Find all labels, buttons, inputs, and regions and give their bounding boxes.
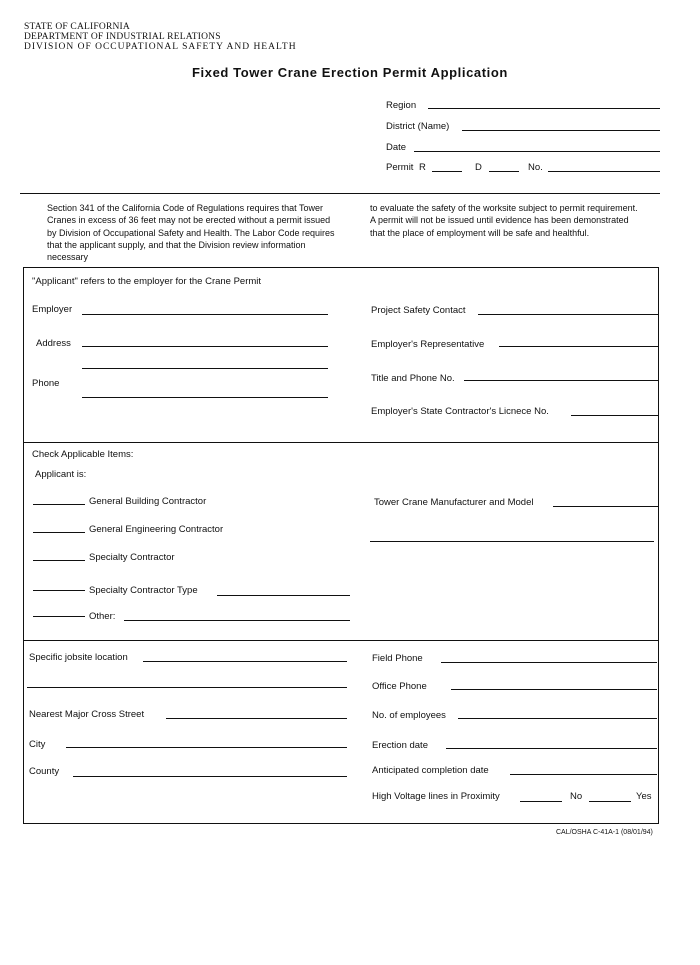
other-label: Other:	[89, 611, 116, 622]
permit-label: Permit	[386, 162, 414, 173]
permit-r-label: R	[419, 162, 426, 173]
specialty-type-label: Specialty Contractor Type	[89, 585, 198, 596]
permit-d-label: D	[475, 162, 482, 173]
field-phone-label: Field Phone	[372, 653, 423, 664]
permit-d-field[interactable]	[489, 171, 519, 172]
license-label: Employer's State Contractor's Licnece No.	[371, 406, 549, 417]
manufacturer-field-2[interactable]	[370, 541, 654, 542]
city-field[interactable]	[66, 747, 347, 748]
address-field-2[interactable]	[82, 368, 328, 369]
engineering-contractor-check[interactable]	[33, 532, 85, 533]
manufacturer-label: Tower Crane Manufacturer and Model	[374, 497, 534, 508]
title-phone-label: Title and Phone No.	[371, 373, 455, 384]
applicant-note: "Applicant" refers to the employer for the Crane Permit	[32, 276, 262, 287]
field-phone-field[interactable]	[441, 662, 657, 663]
division-line: DIVISION OF OCCUPATIONAL SAFETY AND HEALTH	[24, 42, 297, 52]
cross-street-field[interactable]	[166, 718, 347, 719]
department-line: DEPARTMENT OF INDUSTRIAL RELATIONS	[24, 32, 221, 42]
agency-header	[24, 22, 297, 52]
high-voltage-label: High Voltage lines in Proximity	[372, 791, 500, 802]
intro-left-text: Section 341 of the California Code of Regulations requires that Tower Cranes in excess of 36 feet may not be erected without a permit issued by Division of Occupational Safety and Health. The Labor Code requires that the applicant supply, and that the Division review information necessary	[47, 203, 335, 263]
region-field[interactable]	[428, 108, 660, 109]
building-contractor-check[interactable]	[33, 504, 85, 505]
office-phone-field[interactable]	[451, 689, 657, 690]
cross-street-label: Nearest Major Cross Street	[29, 709, 145, 720]
specialty-contractor-check[interactable]	[33, 560, 85, 561]
check-heading: Check Applicable Items:	[32, 449, 134, 460]
address-field-1[interactable]	[82, 346, 328, 347]
high-voltage-yes-field[interactable]	[589, 801, 631, 802]
specialty-contractor-label: Specialty Contractor	[89, 552, 175, 563]
jobsite-label: Specific jobsite location	[29, 652, 128, 663]
section-divider-2	[23, 640, 658, 641]
employees-label: No. of employees	[372, 710, 446, 721]
county-label: County	[29, 766, 60, 777]
region-label: Region	[386, 100, 417, 111]
form-title: Fixed Tower Crane Erection Permit Application	[192, 65, 508, 80]
state-line: STATE OF CALIFORNIA	[24, 22, 130, 32]
date-label: Date	[386, 142, 407, 153]
header-divider	[20, 193, 660, 194]
permit-no-label: No.	[528, 162, 543, 173]
specialty-type-field[interactable]	[217, 595, 350, 596]
date-field[interactable]	[414, 151, 660, 152]
safety-contact-label: Project Safety Contact	[371, 305, 466, 316]
employer-label: Employer	[32, 304, 73, 315]
representative-field[interactable]	[499, 346, 658, 347]
form-number: CAL/OSHA C-41A-1 (08/01/94)	[556, 829, 653, 836]
high-voltage-yes-label: Yes	[636, 791, 652, 802]
employees-field[interactable]	[458, 718, 657, 719]
form-frame	[23, 267, 659, 824]
district-label: District (Name)	[386, 121, 450, 132]
other-field[interactable]	[124, 620, 350, 621]
county-field[interactable]	[73, 776, 347, 777]
other-check[interactable]	[33, 616, 85, 617]
safety-contact-field[interactable]	[478, 314, 658, 315]
erection-date-label: Erection date	[372, 740, 428, 751]
manufacturer-field-1[interactable]	[553, 506, 658, 507]
employer-field[interactable]	[82, 314, 328, 315]
completion-date-field[interactable]	[510, 774, 657, 775]
city-label: City	[29, 739, 46, 750]
jobsite-field-1[interactable]	[143, 661, 347, 662]
intro-right-text: to evaluate the safety of the worksite subject to permit requirement. A permit will not be issued until evidence has been demonstrated that the place of employment will be safe and healthful.	[370, 203, 638, 238]
erection-date-field[interactable]	[446, 748, 657, 749]
building-contractor-label: General Building Contractor	[89, 496, 207, 507]
engineering-contractor-label: General Engineering Contractor	[89, 524, 224, 535]
specialty-type-check[interactable]	[33, 590, 85, 591]
section-divider-1	[23, 442, 658, 443]
permit-no-field[interactable]	[548, 171, 660, 172]
phone-field[interactable]	[82, 397, 328, 398]
license-field[interactable]	[571, 415, 658, 416]
office-phone-label: Office Phone	[372, 681, 427, 692]
phone-label: Phone	[32, 378, 60, 389]
applicant-is-label: Applicant is:	[35, 469, 87, 480]
high-voltage-no-label: No	[570, 791, 583, 802]
high-voltage-no-field[interactable]	[520, 801, 562, 802]
address-label: Address	[36, 338, 71, 349]
completion-date-label: Anticipated completion date	[372, 765, 489, 776]
district-field[interactable]	[462, 130, 660, 131]
permit-r-field[interactable]	[432, 171, 462, 172]
representative-label: Employer's Representative	[371, 339, 485, 350]
jobsite-field-2[interactable]	[27, 687, 347, 688]
title-phone-field[interactable]	[464, 380, 658, 381]
